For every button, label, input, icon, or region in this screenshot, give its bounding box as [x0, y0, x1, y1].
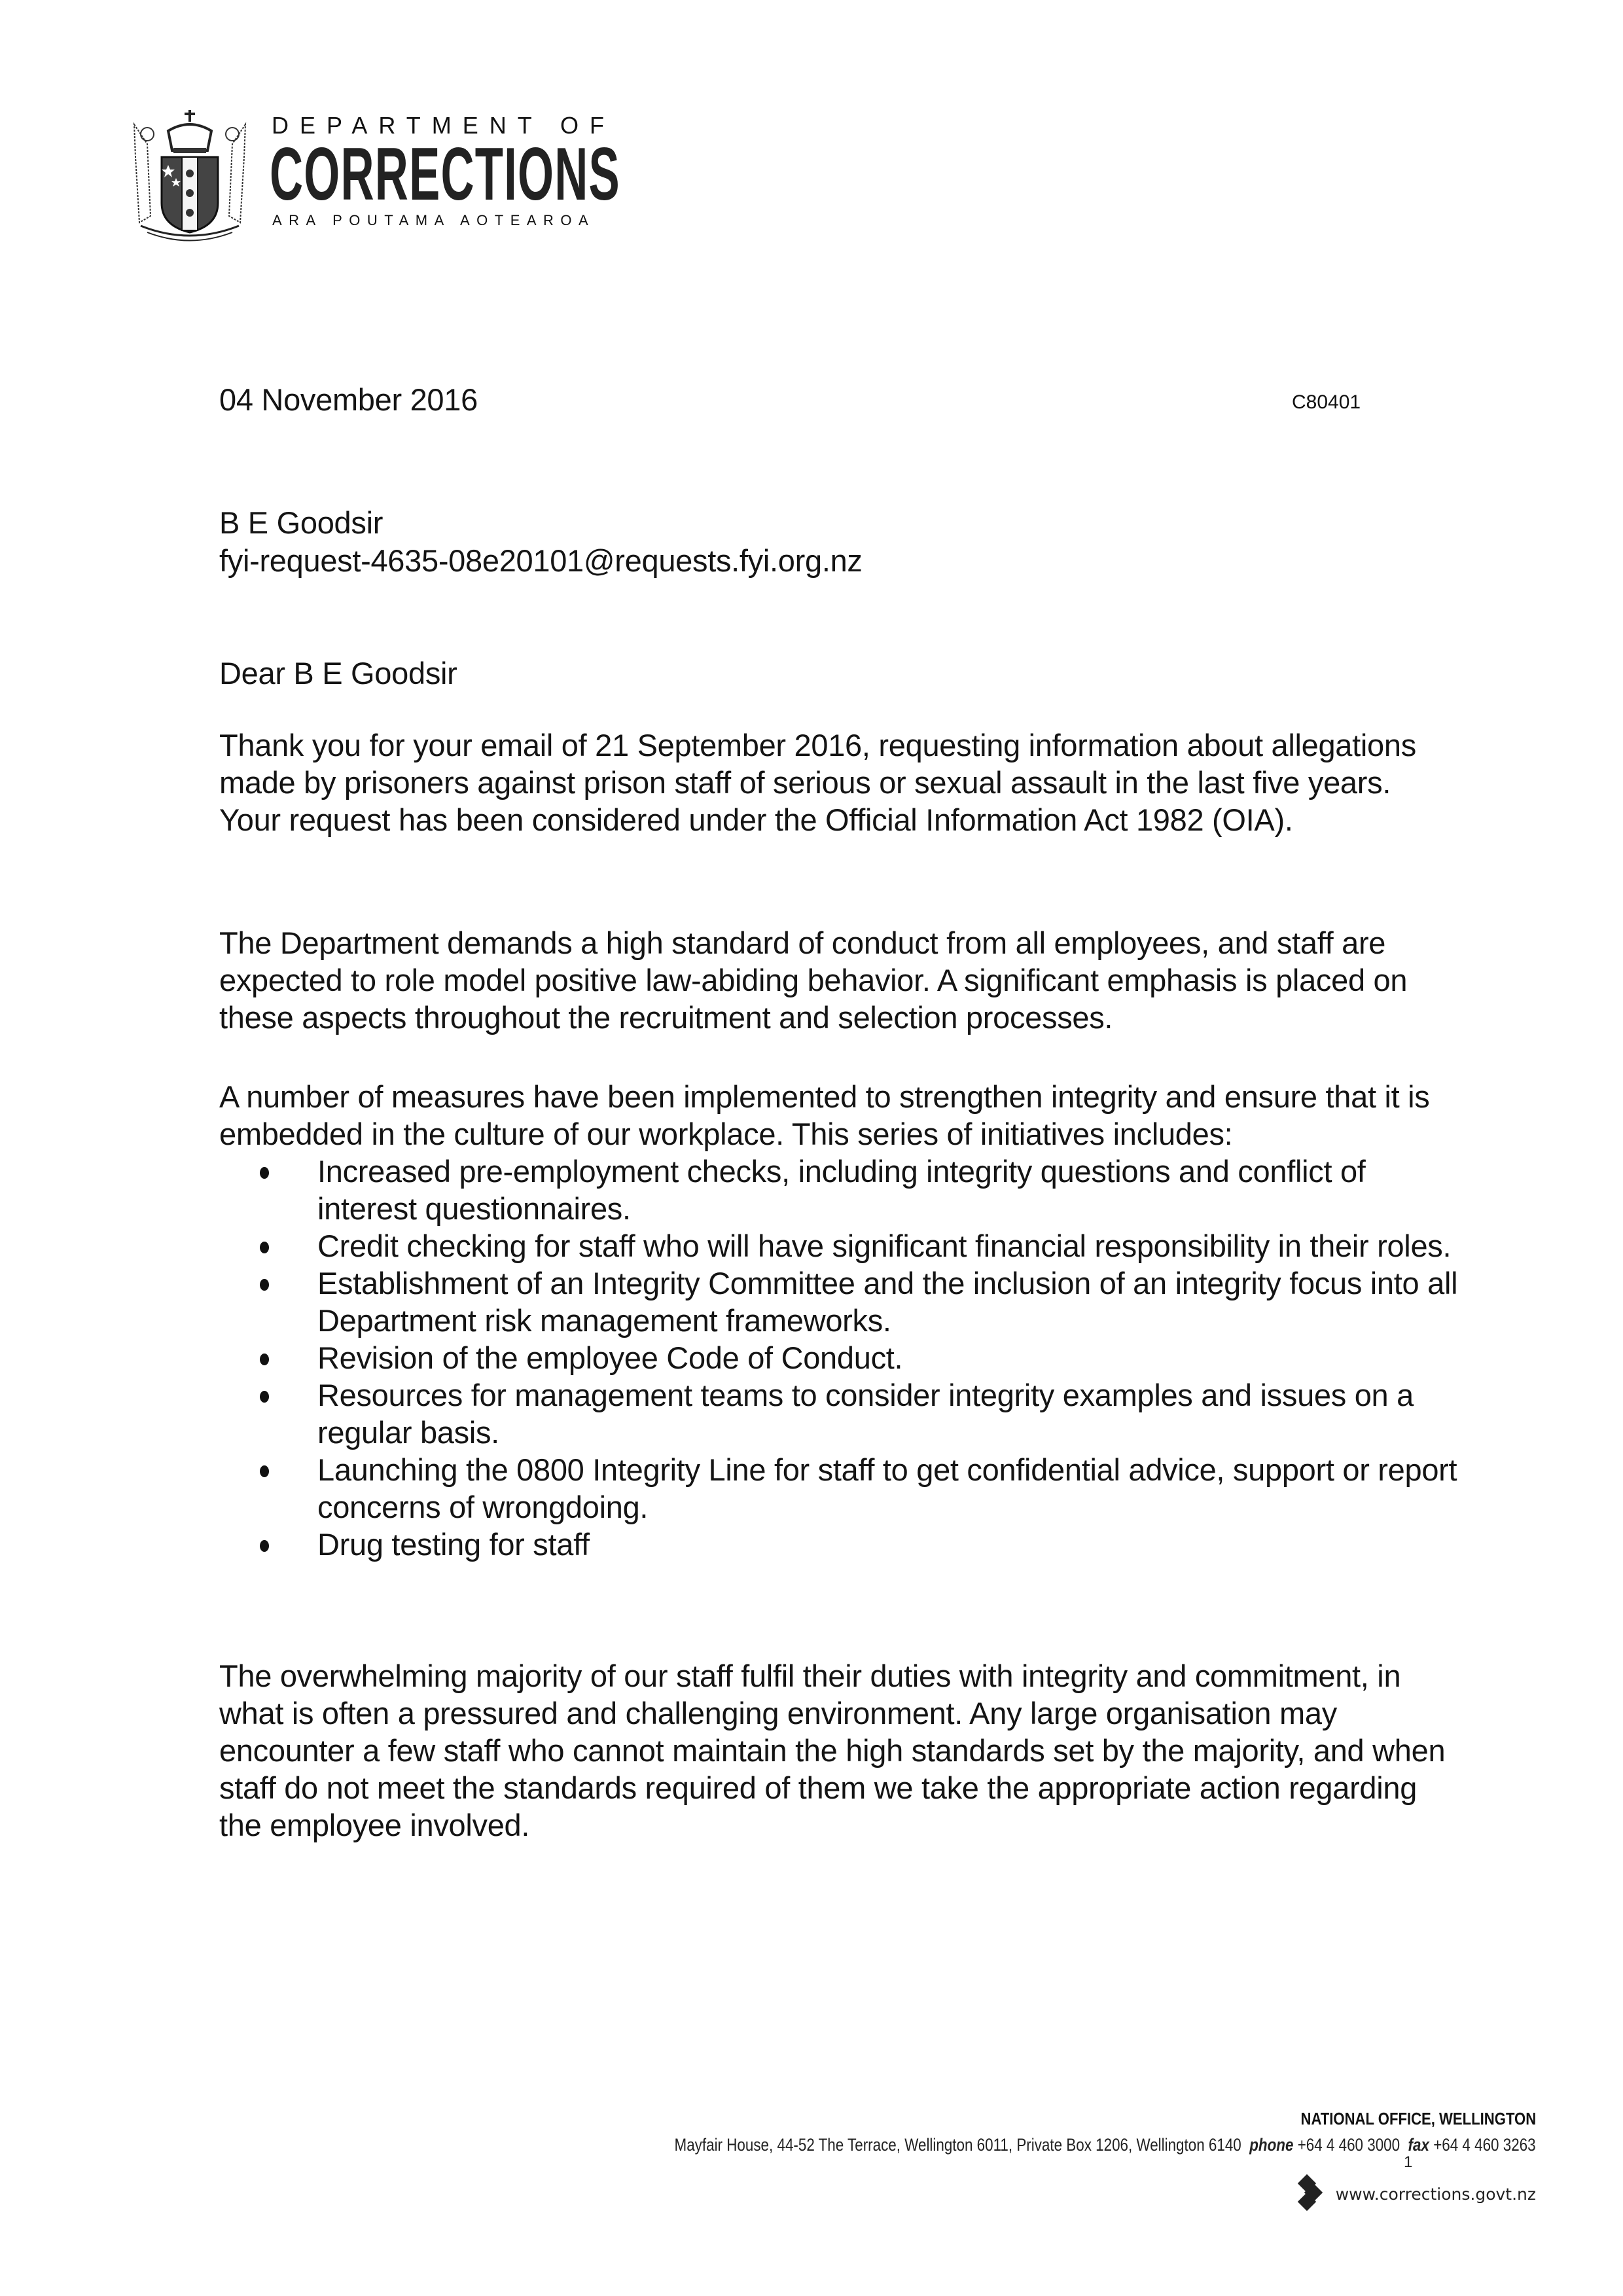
paragraph-integrity-measures: A number of measures have been implemented to strengthen integrity and ensure that it is embedded in the culture of our workplace. This series of initiatives includes: — [219, 1079, 1430, 1151]
paragraph-staff-integrity: The overwhelming majority of our staff fulfil their duties with integrity and commitment, in what is often a pressured and challenging environment. Any large organisation may encounter a few staff who cannot maintain the high standards set by the majority, and when staff do not meet the standards required of them we take the appropriate action regarding the employee involved. — [219, 1659, 1446, 1842]
list-item: Increased pre-employment checks, including integrity questions and conflict of interest questionnaires. — [219, 1153, 1463, 1227]
bullet-icon — [260, 1465, 269, 1477]
fax-label: fax — [1408, 2135, 1430, 2155]
corrections-diamond-logo-icon — [1298, 2177, 1324, 2211]
footer-address: Mayfair House, 44-52 The Terrace, Wellington 6011, Private Box 1206, Wellington 6140 — [674, 2135, 1242, 2155]
paragraph-conduct-standards: The Department demands a high standard of conduct from all employees, and staff are expected to role model positive law-abiding behavior. A significant emphasis is placed on these aspects throughout the recruitment and selection processes. — [219, 925, 1408, 1035]
bullet-icon — [260, 1279, 269, 1291]
list-item: Resources for management teams to consider integrity examples and issues on a regular basis. — [219, 1376, 1463, 1451]
list-item: Establishment of an Integrity Committee and the inclusion of an integrity focus into all Department risk management frameworks. — [219, 1265, 1463, 1339]
paragraph-request-acknowledgement: Thank you for your email of 21 September 2016, requesting information about allegations made by prisoners against prison staff of serious or sexual assault in the last five years. Your request has been considered under the Official Information Act 1982 (OIA). — [219, 728, 1416, 837]
initiatives-list — [219, 1153, 1463, 1563]
org-tagline: ARA POUTAMA AOTEAROA — [272, 212, 596, 228]
phone-label: phone — [1249, 2135, 1294, 2155]
org-line1: DEPARTMENT OF — [272, 112, 616, 139]
list-item: Revision of the employee Code of Conduct. — [219, 1339, 1463, 1376]
footer-website[interactable] — [1298, 2177, 1536, 2211]
recipient-name: B E Goodsir — [219, 505, 383, 540]
org-name: CORRECTIONS — [270, 133, 620, 216]
fax-number: +64 4 460 3263 — [1433, 2135, 1536, 2155]
website-link[interactable]: www.corrections.govt.nz — [1335, 2184, 1536, 2204]
nz-coat-of-arms-icon — [121, 105, 259, 245]
letter-date: 04 November 2016 — [219, 382, 478, 417]
footer-address-line — [675, 2135, 1536, 2155]
phone-number: +64 4 460 3000 — [1298, 2135, 1400, 2155]
list-item: Launching the 0800 Integrity Line for staff to get confidential advice, support or report concerns of wrongdoing. — [219, 1451, 1463, 1526]
bullet-icon — [260, 1354, 269, 1365]
list-item: Drug testing for staff — [219, 1526, 1463, 1563]
reference-number: C80401 — [1292, 391, 1361, 413]
bullet-icon — [260, 1391, 269, 1403]
page-number: 1 — [1404, 2153, 1413, 2171]
list-item: Credit checking for staff who will have significant financial responsibility in their roles. — [219, 1227, 1463, 1265]
bullet-icon — [260, 1167, 269, 1179]
salutation: Dear B E Goodsir — [219, 656, 457, 691]
recipient-email: fyi-request-4635-08e20101@requests.fyi.org.nz — [219, 543, 863, 578]
bullet-icon — [260, 1540, 269, 1552]
bullet-icon — [260, 1242, 269, 1253]
footer-office: NATIONAL OFFICE, WELLINGTON — [1300, 2109, 1536, 2128]
